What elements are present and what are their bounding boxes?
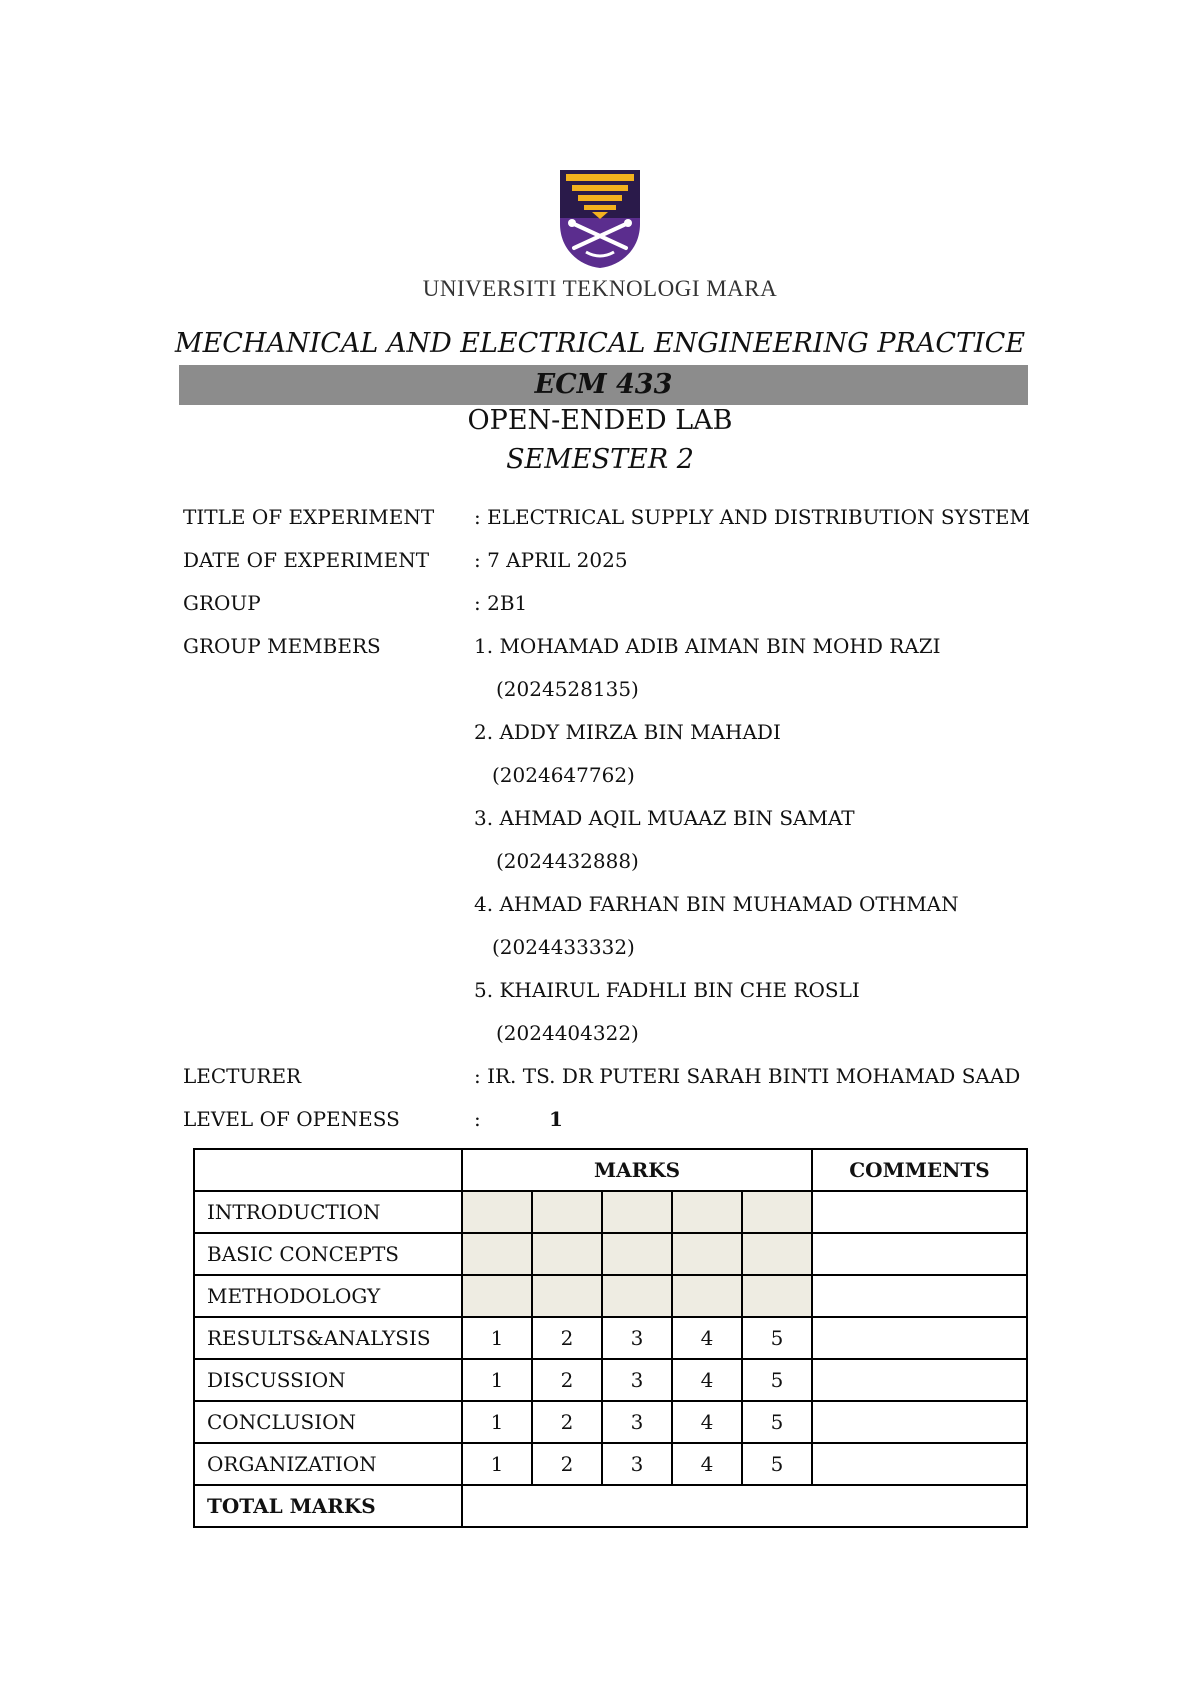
total-marks-label: TOTAL MARKS [194, 1485, 462, 1527]
score-option[interactable]: 4 [672, 1443, 742, 1485]
shaded-cell [602, 1275, 672, 1317]
table-row [194, 1191, 1027, 1233]
marks-table [193, 1148, 1028, 1528]
shaded-cell [672, 1275, 742, 1317]
score-option[interactable]: 2 [532, 1359, 602, 1401]
shaded-cell [742, 1233, 812, 1275]
lecturer-label: LECTURER [183, 1064, 302, 1088]
score-option[interactable]: 1 [462, 1317, 532, 1359]
shaded-cell [532, 1233, 602, 1275]
criterion-label: INTRODUCTION [194, 1191, 462, 1233]
score-option[interactable]: 1 [462, 1401, 532, 1443]
course-title: MECHANICAL AND ELECTRICAL ENGINEERING PRACTICE [174, 328, 1026, 359]
criterion-label: CONCLUSION [194, 1401, 462, 1443]
score-option[interactable]: 4 [672, 1401, 742, 1443]
comment-cell[interactable] [812, 1191, 1027, 1233]
member-name: 2. ADDY MIRZA BIN MAHADI [474, 720, 781, 744]
score-option[interactable]: 4 [672, 1317, 742, 1359]
shaded-cell [532, 1275, 602, 1317]
comments-header: COMMENTS [812, 1149, 1027, 1191]
comment-cell[interactable] [812, 1401, 1027, 1443]
member-name: 1. MOHAMAD ADIB AIMAN BIN MOHD RAZI [474, 634, 941, 658]
score-option[interactable]: 5 [742, 1317, 812, 1359]
comment-cell[interactable] [812, 1359, 1027, 1401]
criterion-label: DISCUSSION [194, 1359, 462, 1401]
comment-cell[interactable] [812, 1275, 1027, 1317]
table-row [194, 1359, 1027, 1401]
member-name: 4. AHMAD FARHAN BIN MUHAMAD OTHMAN [474, 892, 959, 916]
university-name: UNIVERSITI TEKNOLOGI MARA [422, 276, 778, 301]
title-label: TITLE OF EXPERIMENT [183, 505, 435, 529]
shaded-cell [602, 1191, 672, 1233]
table-row [194, 1275, 1027, 1317]
member-id: (2024404322) [496, 1021, 639, 1045]
score-option[interactable]: 3 [602, 1359, 672, 1401]
table-header-row [194, 1149, 1027, 1191]
uitm-crest-icon [556, 166, 644, 270]
score-option[interactable]: 5 [742, 1401, 812, 1443]
group-value: : 2B1 [474, 591, 528, 615]
semester: SEMESTER 2 [506, 444, 694, 475]
score-option[interactable]: 3 [602, 1317, 672, 1359]
shaded-cell [462, 1191, 532, 1233]
course-code: ECM 433 [534, 369, 673, 400]
score-option[interactable]: 2 [532, 1317, 602, 1359]
course-code-bar [179, 365, 1028, 405]
score-option[interactable]: 5 [742, 1443, 812, 1485]
date-value: : 7 APRIL 2025 [474, 548, 628, 572]
blank-header-cell [194, 1149, 462, 1191]
comment-cell[interactable] [812, 1233, 1027, 1275]
score-option[interactable]: 3 [602, 1401, 672, 1443]
openess-colon: : [474, 1107, 481, 1131]
score-option[interactable]: 3 [602, 1443, 672, 1485]
table-row [194, 1317, 1027, 1359]
criterion-label: METHODOLOGY [194, 1275, 462, 1317]
total-row [194, 1485, 1027, 1527]
total-marks-cell[interactable] [462, 1485, 1027, 1527]
comment-cell[interactable] [812, 1443, 1027, 1485]
title-value: : ELECTRICAL SUPPLY AND DISTRIBUTION SYSTEM [474, 505, 1030, 529]
date-label: DATE OF EXPERIMENT [183, 548, 430, 572]
university-logo [0, 166, 1200, 274]
member-id: (2024528135) [496, 677, 639, 701]
score-option[interactable]: 4 [672, 1359, 742, 1401]
shaded-cell [462, 1233, 532, 1275]
score-option[interactable]: 5 [742, 1359, 812, 1401]
lecturer-value: : IR. TS. DR PUTERI SARAH BINTI MOHAMAD SAAD [474, 1064, 1021, 1088]
member-id: (2024432888) [496, 849, 639, 873]
score-option[interactable]: 1 [462, 1359, 532, 1401]
shaded-cell [672, 1191, 742, 1233]
shaded-cell [602, 1233, 672, 1275]
shaded-cell [742, 1275, 812, 1317]
shaded-cell [532, 1191, 602, 1233]
criterion-label: ORGANIZATION [194, 1443, 462, 1485]
criterion-label: RESULTS&ANALYSIS [194, 1317, 462, 1359]
score-option[interactable]: 2 [532, 1401, 602, 1443]
member-id: (2024433332) [492, 935, 635, 959]
score-option[interactable]: 1 [462, 1443, 532, 1485]
group-label: GROUP [183, 591, 261, 615]
openess-value: 1 [549, 1107, 563, 1131]
table-row [194, 1233, 1027, 1275]
openess-label: LEVEL OF OPENESS [183, 1107, 400, 1131]
table-row [194, 1443, 1027, 1485]
member-name: 5. KHAIRUL FADHLI BIN CHE ROSLI [474, 978, 860, 1002]
shaded-cell [742, 1191, 812, 1233]
shaded-cell [462, 1275, 532, 1317]
criterion-label: BASIC CONCEPTS [194, 1233, 462, 1275]
marks-header: MARKS [462, 1149, 812, 1191]
comment-cell[interactable] [812, 1317, 1027, 1359]
shaded-cell [672, 1233, 742, 1275]
table-row [194, 1401, 1027, 1443]
members-label: GROUP MEMBERS [183, 634, 381, 658]
lab-title: OPEN-ENDED LAB [467, 405, 733, 436]
score-option[interactable]: 2 [532, 1443, 602, 1485]
member-id: (2024647762) [492, 763, 635, 787]
member-name: 3. AHMAD AQIL MUAAZ BIN SAMAT [474, 806, 855, 830]
